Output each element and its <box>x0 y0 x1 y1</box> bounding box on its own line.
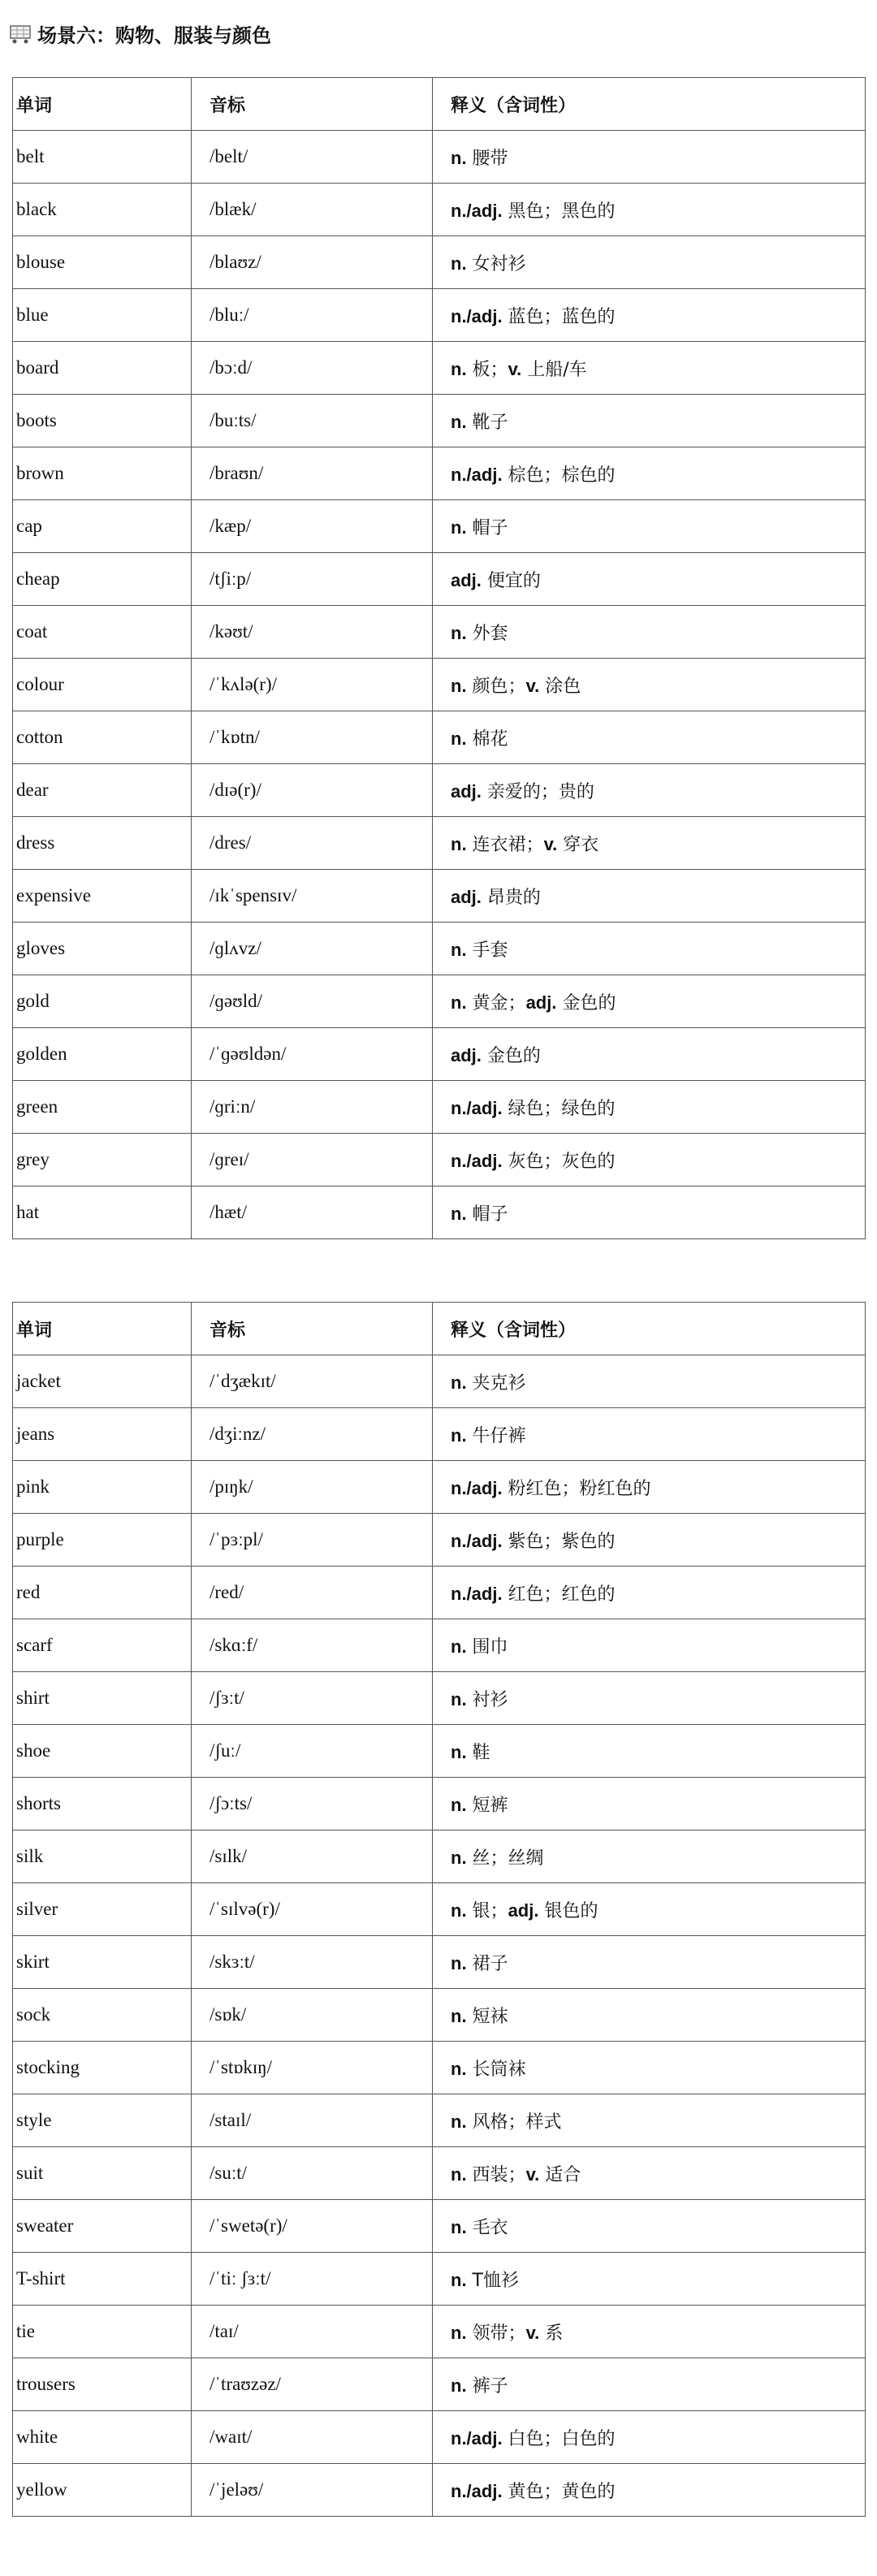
phonetic-cell: /staɪl/ <box>192 2094 433 2147</box>
phonetic-cell: /blaʊz/ <box>192 236 433 289</box>
table-row <box>13 2253 866 2306</box>
meaning-cell <box>433 659 866 711</box>
table-row <box>13 1134 866 1186</box>
table-row <box>13 923 866 975</box>
meaning-cell <box>433 2042 866 2094</box>
phonetic-cell: /ˈswetə(r)/ <box>192 2200 433 2253</box>
phonetic-cell: /skɜːt/ <box>192 1936 433 1989</box>
word-cell: cap <box>13 500 192 553</box>
part-of-speech: n. <box>451 2216 467 2237</box>
word-cell: style <box>13 2094 192 2147</box>
vocab-table-2 <box>12 1302 866 2517</box>
table-row <box>13 870 866 923</box>
part-of-speech: n. <box>451 2375 467 2396</box>
word-cell: shirt <box>13 1672 192 1725</box>
word-cell: board <box>13 342 192 395</box>
definition-text: 灰色；灰色的 <box>502 1151 616 1172</box>
phonetic-cell: /ˈdʒækɪt/ <box>192 1355 433 1408</box>
meaning-cell <box>433 2253 866 2306</box>
part-of-speech: n. <box>451 1688 467 1709</box>
section-heading <box>8 18 271 49</box>
meaning-cell <box>433 1186 866 1239</box>
part-of-speech: n. <box>451 516 467 538</box>
phonetic-cell: /red/ <box>192 1567 433 1619</box>
phonetic-cell: /ˈtraʊzəz/ <box>192 2358 433 2411</box>
part-of-speech: adj. <box>451 1044 482 1065</box>
header-phonetic: 音标 <box>192 78 433 131</box>
table-row <box>13 553 866 606</box>
definition-text: 棉花 <box>466 728 508 750</box>
part-of-speech: n. <box>451 2322 467 2343</box>
header-word: 单词 <box>13 78 192 131</box>
table-row <box>13 2200 866 2253</box>
table-row <box>13 1725 866 1778</box>
table-row <box>13 289 866 342</box>
definition-text: 金色的 <box>481 1045 541 1066</box>
meaning-cell <box>433 289 866 342</box>
table-header-row <box>13 78 866 131</box>
part-of-speech: n. <box>451 1636 467 1657</box>
word-cell: blue <box>13 289 192 342</box>
definition-text: 衬衫 <box>466 1689 508 1710</box>
part-of-speech: n. <box>451 2111 467 2132</box>
part-of-speech: n. <box>451 1424 467 1446</box>
definition-text: 帽子 <box>466 517 508 538</box>
meaning-cell <box>433 1408 866 1461</box>
part-of-speech: n. <box>451 2005 467 2026</box>
word-cell: red <box>13 1567 192 1619</box>
phonetic-cell: /ɡreɪ/ <box>192 1134 433 1186</box>
table-row <box>13 1514 866 1567</box>
definition-text: 外套 <box>466 623 508 644</box>
meaning-cell <box>433 395 866 447</box>
table-row <box>13 2411 866 2464</box>
definition-text: 夹克衫 <box>466 1372 526 1394</box>
meaning-cell <box>433 1989 866 2042</box>
word-cell: boots <box>13 395 192 447</box>
definition-text: 黄金； <box>466 992 526 1014</box>
phonetic-cell: /sɪlk/ <box>192 1830 433 1883</box>
definition-text: 手套 <box>466 940 508 961</box>
word-cell: sweater <box>13 2200 192 2253</box>
word-cell: jeans <box>13 1408 192 1461</box>
part-of-speech: n. <box>451 147 467 168</box>
part-of-speech: n./adj. <box>451 1097 503 1118</box>
phonetic-cell: /dʒiːnz/ <box>192 1408 433 1461</box>
part-of-speech: n. <box>451 1952 467 1973</box>
header-meaning: 释义（含词性） <box>433 1303 866 1355</box>
part-of-speech: adj. <box>451 569 482 590</box>
definition-text: 裙子 <box>466 1953 508 1974</box>
word-cell: shoe <box>13 1725 192 1778</box>
phonetic-cell: /ɪkˈspensɪv/ <box>192 870 433 923</box>
definition-text: 裤子 <box>466 2375 508 2397</box>
table-row <box>13 2306 866 2358</box>
definition-text: 领带； <box>466 2323 526 2344</box>
phonetic-cell: /taɪ/ <box>192 2306 433 2358</box>
definition-text: 牛仔裤 <box>466 1425 526 1446</box>
part-of-speech: n. <box>451 2058 467 2079</box>
part-of-speech: v. <box>508 358 522 379</box>
definition-text: 颜色； <box>466 676 526 697</box>
meaning-cell <box>433 975 866 1028</box>
vocab-table-1 <box>12 77 866 1239</box>
part-of-speech: v. <box>525 2163 540 2185</box>
meaning-cell <box>433 2200 866 2253</box>
part-of-speech: n. <box>451 2163 467 2185</box>
definition-text: 便宜的 <box>481 570 541 591</box>
meaning-cell <box>433 553 866 606</box>
meaning-cell <box>433 1355 866 1408</box>
part-of-speech: n. <box>451 358 467 379</box>
phonetic-cell: /ɡlʌvz/ <box>192 923 433 975</box>
word-cell: purple <box>13 1514 192 1567</box>
meaning-cell <box>433 236 866 289</box>
meaning-cell <box>433 2411 866 2464</box>
table-row <box>13 1355 866 1408</box>
table-row <box>13 2094 866 2147</box>
phonetic-cell: /belt/ <box>192 131 433 184</box>
phonetic-cell: /ˈkɒtn/ <box>192 711 433 764</box>
table-row <box>13 1672 866 1725</box>
phonetic-cell: /hæt/ <box>192 1186 433 1239</box>
table-row <box>13 1461 866 1514</box>
part-of-speech: n./adj. <box>451 2480 503 2501</box>
word-cell: gold <box>13 975 192 1028</box>
phonetic-cell: /kəʊt/ <box>192 606 433 659</box>
definition-text: 系 <box>539 2323 564 2344</box>
phonetic-cell: /ˈtiː ʃɜːt/ <box>192 2253 433 2306</box>
phonetic-cell: /ɡəʊld/ <box>192 975 433 1028</box>
table-row <box>13 2464 866 2517</box>
part-of-speech: n. <box>451 675 467 696</box>
part-of-speech: n. <box>451 1900 467 1921</box>
definition-text: 围巾 <box>466 1636 508 1658</box>
definition-text: 白色；白色的 <box>502 2428 616 2449</box>
part-of-speech: n. <box>451 411 467 432</box>
phonetic-cell: /kæp/ <box>192 500 433 553</box>
word-cell: grey <box>13 1134 192 1186</box>
part-of-speech: adj. <box>508 1900 539 1921</box>
phonetic-cell: /buːts/ <box>192 395 433 447</box>
definition-text: 连衣裙； <box>466 834 544 855</box>
phonetic-cell: /ʃɜːt/ <box>192 1672 433 1725</box>
definition-text: 涂色 <box>539 676 581 697</box>
definition-text: 棕色；棕色的 <box>502 465 616 486</box>
table-row <box>13 1619 866 1672</box>
definition-text: 黑色；黑色的 <box>502 201 616 222</box>
definition-text: 红色；红色的 <box>502 1584 616 1605</box>
meaning-cell <box>433 1081 866 1134</box>
table-row <box>13 659 866 711</box>
definition-text: 帽子 <box>466 1204 508 1225</box>
definition-text: 长筒袜 <box>466 2059 526 2080</box>
phonetic-cell: /dɪə(r)/ <box>192 764 433 817</box>
word-cell: silver <box>13 1883 192 1936</box>
part-of-speech: n./adj. <box>451 200 503 221</box>
table-row <box>13 395 866 447</box>
table-row <box>13 1936 866 1989</box>
meaning-cell <box>433 2358 866 2411</box>
meaning-cell <box>433 1883 866 1936</box>
part-of-speech: adj. <box>451 780 482 802</box>
definition-text: 银； <box>466 1900 508 1921</box>
word-cell: colour <box>13 659 192 711</box>
phonetic-cell: /tʃiːp/ <box>192 553 433 606</box>
word-cell: blouse <box>13 236 192 289</box>
phonetic-cell: /ʃuː/ <box>192 1725 433 1778</box>
word-cell: skirt <box>13 1936 192 1989</box>
meaning-cell <box>433 2306 866 2358</box>
phonetic-cell: /ˈjeləʊ/ <box>192 2464 433 2517</box>
definition-text: 穿衣 <box>557 834 599 855</box>
word-cell: expensive <box>13 870 192 923</box>
phonetic-cell: /blæk/ <box>192 184 433 236</box>
table-row <box>13 1028 866 1081</box>
definition-text: 女衬衫 <box>466 253 526 274</box>
word-cell: cheap <box>13 553 192 606</box>
part-of-speech: n. <box>451 253 467 274</box>
table-row <box>13 817 866 870</box>
definition-text: 短袜 <box>466 2006 508 2027</box>
word-cell: T-shirt <box>13 2253 192 2306</box>
meaning-cell <box>433 817 866 870</box>
meaning-cell <box>433 870 866 923</box>
table-row <box>13 1408 866 1461</box>
word-cell: gloves <box>13 923 192 975</box>
meaning-cell <box>433 2464 866 2517</box>
word-cell: cotton <box>13 711 192 764</box>
part-of-speech: v. <box>525 2322 540 2343</box>
phonetic-cell: /ˈsɪlvə(r)/ <box>192 1883 433 1936</box>
phonetic-cell: /waɪt/ <box>192 2411 433 2464</box>
table-row <box>13 606 866 659</box>
part-of-speech: n. <box>451 1847 467 1868</box>
word-cell: white <box>13 2411 192 2464</box>
definition-text: 银色的 <box>538 1900 598 1921</box>
word-cell: sock <box>13 1989 192 2042</box>
definition-text: 昂贵的 <box>481 887 541 908</box>
meaning-cell <box>433 1461 866 1514</box>
word-cell: black <box>13 184 192 236</box>
meaning-cell <box>433 1778 866 1830</box>
meaning-cell <box>433 711 866 764</box>
meaning-cell <box>433 1672 866 1725</box>
definition-text: 蓝色；蓝色的 <box>502 306 616 327</box>
meaning-cell <box>433 1567 866 1619</box>
meaning-cell <box>433 1514 866 1567</box>
part-of-speech: n./adj. <box>451 1477 503 1498</box>
table-row <box>13 1778 866 1830</box>
definition-text: 鞋 <box>466 1742 490 1763</box>
definition-text: 靴子 <box>466 412 508 433</box>
word-cell: tie <box>13 2306 192 2358</box>
meaning-cell <box>433 1725 866 1778</box>
definition-text: 适合 <box>539 2164 581 2185</box>
phonetic-cell: /ˈstɒkɪŋ/ <box>192 2042 433 2094</box>
part-of-speech: n. <box>451 1372 467 1393</box>
table-row <box>13 447 866 500</box>
word-cell: coat <box>13 606 192 659</box>
word-cell: brown <box>13 447 192 500</box>
meaning-cell <box>433 1619 866 1672</box>
table-row <box>13 2147 866 2200</box>
word-cell: golden <box>13 1028 192 1081</box>
header-phonetic: 音标 <box>192 1303 433 1355</box>
table-row <box>13 1567 866 1619</box>
meaning-cell <box>433 2147 866 2200</box>
header-meaning: 释义（含词性） <box>433 78 866 131</box>
table-row <box>13 1081 866 1134</box>
table-row <box>13 1186 866 1239</box>
part-of-speech: n. <box>451 1741 467 1762</box>
word-cell: belt <box>13 131 192 184</box>
meaning-cell <box>433 131 866 184</box>
table-row <box>13 500 866 553</box>
word-cell: scarf <box>13 1619 192 1672</box>
header-word: 单词 <box>13 1303 192 1355</box>
word-cell: hat <box>13 1186 192 1239</box>
part-of-speech: n. <box>451 939 467 960</box>
meaning-cell <box>433 342 866 395</box>
definition-text: 风格；样式 <box>466 2111 562 2133</box>
shopping-cart-icon <box>8 21 32 45</box>
part-of-speech: adj. <box>525 992 557 1013</box>
meaning-cell <box>433 923 866 975</box>
part-of-speech: v. <box>543 833 558 854</box>
definition-text: 西装； <box>466 2164 526 2185</box>
table-row <box>13 975 866 1028</box>
table-row <box>13 764 866 817</box>
definition-text: T恤衫 <box>466 2270 519 2291</box>
part-of-speech: n. <box>451 992 467 1013</box>
part-of-speech: n. <box>451 833 467 854</box>
table-row <box>13 1989 866 2042</box>
table-row <box>13 1883 866 1936</box>
part-of-speech: n./adj. <box>451 2427 503 2448</box>
definition-text: 短裤 <box>466 1795 508 1816</box>
phonetic-cell: /ʃɔːts/ <box>192 1778 433 1830</box>
section-title: 场景六：购物、服装与颜色 <box>37 24 271 47</box>
word-cell: dress <box>13 817 192 870</box>
part-of-speech: n. <box>451 1794 467 1815</box>
phonetic-cell: /ˈɡəʊldən/ <box>192 1028 433 1081</box>
phonetic-cell: /sɒk/ <box>192 1989 433 2042</box>
table-row <box>13 131 866 184</box>
definition-text: 金色的 <box>556 992 616 1014</box>
definition-text: 亲爱的；贵的 <box>481 781 594 802</box>
definition-text: 上船/车 <box>521 359 587 380</box>
word-cell: shorts <box>13 1778 192 1830</box>
part-of-speech: v. <box>525 675 540 696</box>
part-of-speech: n. <box>451 622 467 643</box>
meaning-cell <box>433 1936 866 1989</box>
meaning-cell <box>433 606 866 659</box>
phonetic-cell: /skɑːf/ <box>192 1619 433 1672</box>
part-of-speech: n. <box>451 1203 467 1224</box>
phonetic-cell: /dres/ <box>192 817 433 870</box>
phonetic-cell: /ɡriːn/ <box>192 1081 433 1134</box>
word-cell: pink <box>13 1461 192 1514</box>
word-cell: suit <box>13 2147 192 2200</box>
table-header-row <box>13 1303 866 1355</box>
phonetic-cell: /ˈpɜːpl/ <box>192 1514 433 1567</box>
meaning-cell <box>433 1134 866 1186</box>
meaning-cell <box>433 1830 866 1883</box>
phonetic-cell: /suːt/ <box>192 2147 433 2200</box>
part-of-speech: adj. <box>451 886 482 907</box>
word-cell: jacket <box>13 1355 192 1408</box>
definition-text: 板； <box>466 359 508 380</box>
definition-text: 黄色；黄色的 <box>502 2481 616 2502</box>
part-of-speech: n. <box>451 728 467 749</box>
word-cell: silk <box>13 1830 192 1883</box>
table-row <box>13 2358 866 2411</box>
definition-text: 粉红色；粉红色的 <box>502 1478 651 1499</box>
table-row <box>13 2042 866 2094</box>
meaning-cell <box>433 1028 866 1081</box>
definition-text: 丝；丝绸 <box>466 1848 544 1869</box>
part-of-speech: n./adj. <box>451 1583 503 1604</box>
meaning-cell <box>433 184 866 236</box>
phonetic-cell: /bɔːd/ <box>192 342 433 395</box>
meaning-cell <box>433 500 866 553</box>
part-of-speech: n. <box>451 2269 467 2290</box>
word-cell: green <box>13 1081 192 1134</box>
definition-text: 绿色；绿色的 <box>502 1098 616 1119</box>
word-cell: stocking <box>13 2042 192 2094</box>
word-cell: dear <box>13 764 192 817</box>
part-of-speech: n./adj. <box>451 305 503 326</box>
table-row <box>13 236 866 289</box>
meaning-cell <box>433 447 866 500</box>
definition-text: 紫色；紫色的 <box>502 1531 616 1552</box>
definition-text: 腰带 <box>466 148 508 169</box>
phonetic-cell: /braʊn/ <box>192 447 433 500</box>
table-row <box>13 184 866 236</box>
table-row <box>13 1830 866 1883</box>
part-of-speech: n./adj. <box>451 1530 503 1551</box>
meaning-cell <box>433 764 866 817</box>
part-of-speech: n./adj. <box>451 464 503 485</box>
table-row <box>13 342 866 395</box>
meaning-cell <box>433 2094 866 2147</box>
part-of-speech: n./adj. <box>451 1150 503 1171</box>
definition-text: 毛衣 <box>466 2217 508 2238</box>
word-cell: yellow <box>13 2464 192 2517</box>
word-cell: trousers <box>13 2358 192 2411</box>
phonetic-cell: /pɪŋk/ <box>192 1461 433 1514</box>
phonetic-cell: /ˈkʌlə(r)/ <box>192 659 433 711</box>
phonetic-cell: /bluː/ <box>192 289 433 342</box>
table-row <box>13 711 866 764</box>
